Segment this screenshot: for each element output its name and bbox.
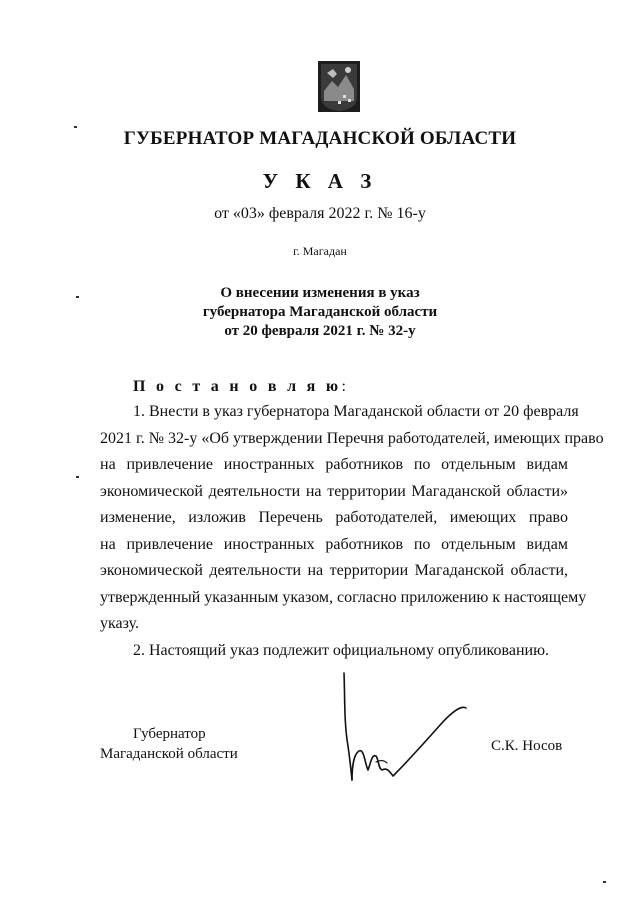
- resolve-word: П о с т а н о в л я ю: [133, 378, 342, 395]
- paragraph-line: экономической деятельности на территории Магаданской области»: [100, 483, 568, 500]
- position-line: Губернатор: [133, 726, 206, 742]
- date-number-line: от «03» февраля 2022 г. № 16-у: [214, 205, 426, 222]
- paragraph-line: утвержденный указанным указом, согласно приложению к настоящему: [100, 589, 587, 606]
- signatory-name: С.К. Носов: [491, 738, 563, 754]
- scan-speck: [603, 881, 606, 883]
- paragraph-2: 2. Настоящий указ подлежит официальному опубликованию.: [133, 642, 550, 659]
- position-line: Магаданской области: [100, 746, 238, 762]
- handwritten-signature: [335, 668, 475, 788]
- scan-speck: [76, 476, 79, 478]
- resolve-colon: :: [341, 378, 346, 395]
- subject-line: губернатора Магаданской области: [202, 304, 438, 320]
- coat-of-arms-icon: [318, 61, 360, 112]
- resolve-heading: [133, 378, 346, 396]
- document-type: У К А З: [262, 169, 378, 193]
- decree-subject: [0, 284, 640, 341]
- paragraph-line: на привлечение иностранных работников по отдельным видам: [100, 456, 568, 473]
- paragraph-line: 2021 г. № 32-у «Об утверждении Перечня работодателей, имеющих право: [100, 430, 604, 447]
- subject-line: от 20 февраля 2021 г. № 32-у: [224, 323, 416, 339]
- paragraph-line: 1. Внести в указ губернатора Магаданской области от 20 февраля: [133, 403, 579, 420]
- paragraph-line: экономической деятельности на территории Магаданской области,: [100, 562, 568, 579]
- city-line: г. Магадан: [293, 244, 347, 258]
- issuer-title: ГУБЕРНАТОР МАГАДАНСКОЙ ОБЛАСТИ: [123, 128, 517, 149]
- paragraph-line: указу.: [100, 615, 140, 632]
- paragraph-line: на привлечение иностранных работников по отдельным видам: [100, 536, 568, 553]
- subject-line: О внесении изменения в указ: [220, 285, 420, 301]
- paragraph-line: изменение, изложив Перечень работодателей, имеющих право: [100, 509, 568, 526]
- signatory-position: [100, 724, 238, 764]
